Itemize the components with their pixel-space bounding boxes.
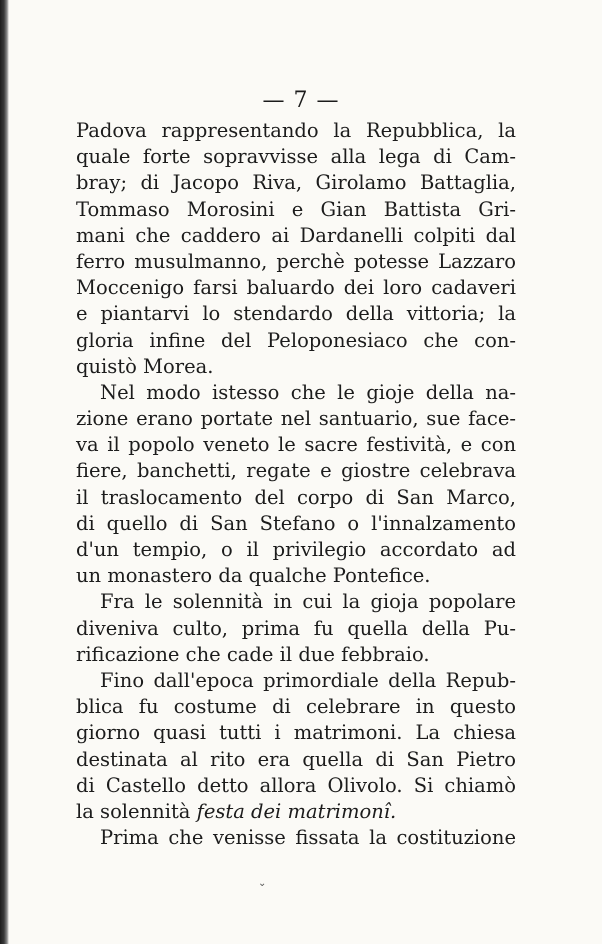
- text-line: va il popolo veneto le sacre festività, e con: [76, 433, 516, 457]
- text-line: Fra le solennità in cui la gioja popolare: [100, 590, 516, 614]
- text-line: Prima che venisse fissata la costituzione: [100, 826, 516, 850]
- binding-edge: [0, 0, 9, 944]
- text-line: giorno quasi tutti i matrimoni. La chiesa: [76, 721, 516, 745]
- text-line: il traslocamento del corpo di San Marco,: [76, 485, 516, 509]
- text-line: rificazione che cade il due febbraio.: [76, 642, 430, 666]
- text-line: destinata al rito era quella di San Pietro: [76, 747, 516, 771]
- text-line: zione erano portate nel santuario, sue face-: [76, 407, 516, 431]
- text-line: di quello di San Stefano o l'innalzamento: [76, 511, 516, 535]
- text-line: quale forte sopravvisse alla lega di Cam-: [76, 145, 516, 169]
- text-line: blica fu costume di celebrare in questo: [76, 695, 516, 719]
- text-line: mani che caddero ai Dardanelli colpiti dal: [76, 223, 516, 247]
- text-line: Tommaso Morosini e Gian Battista Gri-: [76, 197, 516, 221]
- text-line: e piantarvi lo stendardo della vittoria; la: [76, 302, 516, 326]
- text-line: diveniva culto, prima fu quella della Pu-: [76, 616, 516, 640]
- printer-mark: ⌄: [258, 878, 267, 889]
- text-line: d'un tempio, o il privilegio accordato ad: [76, 538, 516, 561]
- text-line: Moccenigo farsi baluardo dei loro cadaveri: [76, 276, 516, 300]
- text-line: bray; di Jacopo Riva, Girolamo Battaglia,: [76, 171, 516, 195]
- body-text: [76, 118, 516, 851]
- text-line: quistò Morea.: [76, 354, 214, 378]
- text-line: di Castello detto allora Olivolo. Si chiamò: [76, 773, 516, 797]
- text-line: fiere, banchetti, regate e giostre celebrava: [76, 459, 516, 483]
- text-line: ferro musulmanno, perchè potesse Lazzaro: [76, 249, 516, 273]
- text-line: gloria infine del Peloponesiaco che con-: [76, 328, 516, 352]
- text-line: un monastero da qualche Pontefice.: [76, 564, 431, 588]
- text-line: Fino dall'epoca primordiale della Repub-: [100, 668, 516, 692]
- text-line: Nel modo istesso che le gioje della na-: [100, 380, 516, 404]
- text-line: Padova rappresentando la Repubblica, la: [76, 119, 516, 142]
- page-number: — 7 —: [262, 88, 340, 113]
- text-line: [76, 799, 516, 825]
- text-line-roman: la solennità: [76, 799, 197, 823]
- italic-phrase: festa dei matrimonî.: [196, 799, 397, 823]
